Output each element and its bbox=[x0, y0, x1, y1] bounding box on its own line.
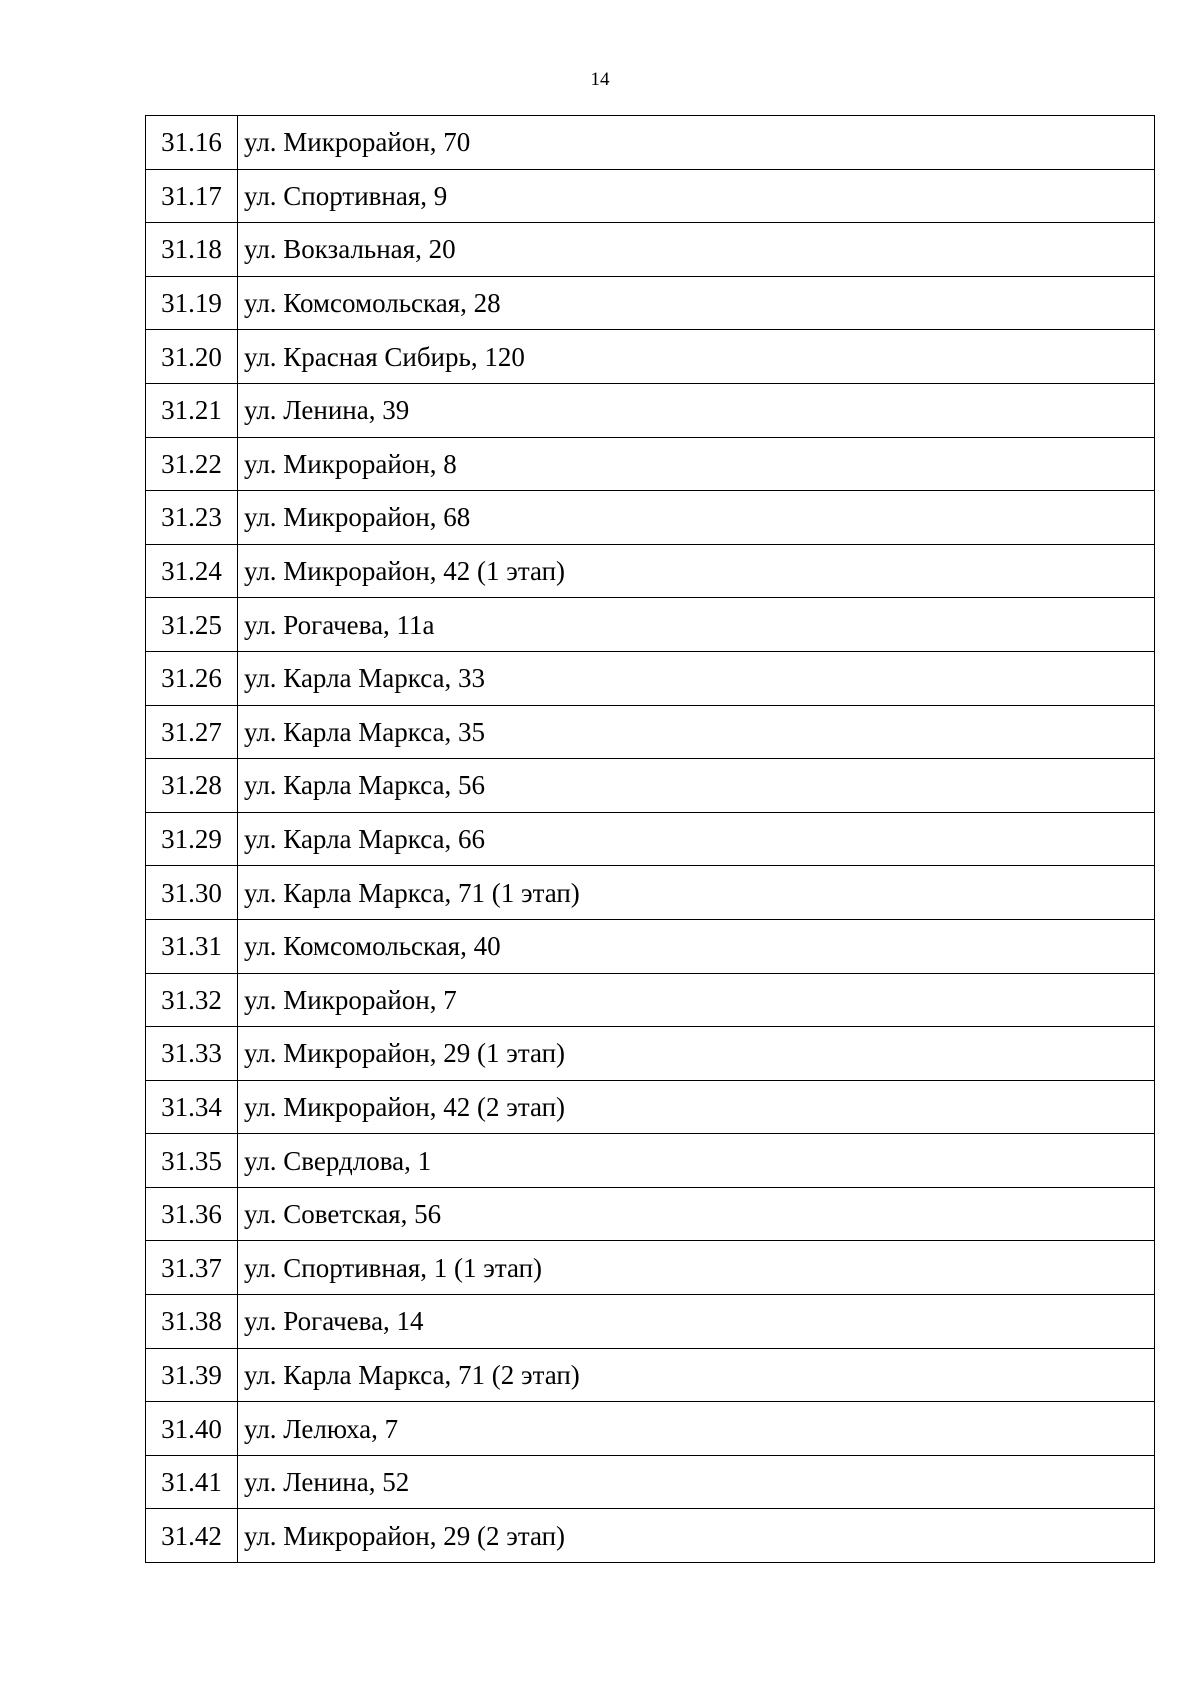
table-row bbox=[146, 437, 1155, 491]
row-number-cell: 31.30 bbox=[146, 866, 238, 920]
address-cell: ул. Комсомольская, 28 bbox=[238, 276, 1155, 330]
row-number-cell: 31.27 bbox=[146, 705, 238, 759]
address-cell: ул. Микрорайон, 70 bbox=[238, 116, 1155, 170]
address-cell: ул. Карла Маркса, 66 bbox=[238, 812, 1155, 866]
address-cell: ул. Микрорайон, 42 (1 этап) bbox=[238, 544, 1155, 598]
table-row bbox=[146, 651, 1155, 705]
address-cell: ул. Микрорайон, 68 bbox=[238, 491, 1155, 545]
address-cell: ул. Микрорайон, 8 bbox=[238, 437, 1155, 491]
table-row bbox=[146, 330, 1155, 384]
row-number-cell: 31.16 bbox=[146, 116, 238, 170]
table-row bbox=[146, 973, 1155, 1027]
address-cell: ул. Карла Маркса, 35 bbox=[238, 705, 1155, 759]
table-row bbox=[146, 866, 1155, 920]
row-number-cell: 31.31 bbox=[146, 919, 238, 973]
address-cell: ул. Ленина, 39 bbox=[238, 383, 1155, 437]
row-number-cell: 31.37 bbox=[146, 1241, 238, 1295]
address-cell: ул. Вокзальная, 20 bbox=[238, 223, 1155, 277]
table-row bbox=[146, 1027, 1155, 1081]
table-row bbox=[146, 1402, 1155, 1456]
row-number-cell: 31.23 bbox=[146, 491, 238, 545]
row-number-cell: 31.34 bbox=[146, 1080, 238, 1134]
table-row bbox=[146, 812, 1155, 866]
table-row bbox=[146, 169, 1155, 223]
row-number-cell: 31.39 bbox=[146, 1348, 238, 1402]
address-cell: ул. Красная Сибирь, 120 bbox=[238, 330, 1155, 384]
row-number-cell: 31.29 bbox=[146, 812, 238, 866]
table-row bbox=[146, 1241, 1155, 1295]
page-number: 14 bbox=[590, 69, 610, 90]
row-number-cell: 31.17 bbox=[146, 169, 238, 223]
address-cell: ул. Микрорайон, 29 (1 этап) bbox=[238, 1027, 1155, 1081]
address-table-body bbox=[146, 116, 1155, 1563]
row-number-cell: 31.42 bbox=[146, 1509, 238, 1563]
address-cell: ул. Ленина, 52 bbox=[238, 1455, 1155, 1509]
address-cell: ул. Микрорайон, 7 bbox=[238, 973, 1155, 1027]
row-number-cell: 31.32 bbox=[146, 973, 238, 1027]
row-number-cell: 31.40 bbox=[146, 1402, 238, 1456]
address-cell: ул. Лелюха, 7 bbox=[238, 1402, 1155, 1456]
address-cell: ул. Рогачева, 14 bbox=[238, 1295, 1155, 1349]
address-cell: ул. Комсомольская, 40 bbox=[238, 919, 1155, 973]
table-row bbox=[146, 1080, 1155, 1134]
address-cell: ул. Рогачева, 11а bbox=[238, 598, 1155, 652]
address-cell: ул. Микрорайон, 29 (2 этап) bbox=[238, 1509, 1155, 1563]
table-row bbox=[146, 491, 1155, 545]
address-cell: ул. Спортивная, 1 (1 этап) bbox=[238, 1241, 1155, 1295]
table-row bbox=[146, 116, 1155, 170]
address-cell: ул. Карла Маркса, 56 bbox=[238, 759, 1155, 813]
row-number-cell: 31.25 bbox=[146, 598, 238, 652]
row-number-cell: 31.41 bbox=[146, 1455, 238, 1509]
table-row bbox=[146, 1455, 1155, 1509]
row-number-cell: 31.24 bbox=[146, 544, 238, 598]
row-number-cell: 31.33 bbox=[146, 1027, 238, 1081]
table-row bbox=[146, 1348, 1155, 1402]
row-number-cell: 31.19 bbox=[146, 276, 238, 330]
table-row bbox=[146, 919, 1155, 973]
table-row bbox=[146, 1134, 1155, 1188]
table-row bbox=[146, 759, 1155, 813]
table-row bbox=[146, 598, 1155, 652]
address-cell: ул. Советская, 56 bbox=[238, 1187, 1155, 1241]
table-row bbox=[146, 1187, 1155, 1241]
address-cell: ул. Свердлова, 1 bbox=[238, 1134, 1155, 1188]
row-number-cell: 31.18 bbox=[146, 223, 238, 277]
address-cell: ул. Спортивная, 9 bbox=[238, 169, 1155, 223]
table-row bbox=[146, 544, 1155, 598]
row-number-cell: 31.28 bbox=[146, 759, 238, 813]
address-cell: ул. Карла Маркса, 33 bbox=[238, 651, 1155, 705]
table-row bbox=[146, 1295, 1155, 1349]
table-row bbox=[146, 705, 1155, 759]
row-number-cell: 31.36 bbox=[146, 1187, 238, 1241]
table-row bbox=[146, 1509, 1155, 1563]
address-cell: ул. Карла Маркса, 71 (2 этап) bbox=[238, 1348, 1155, 1402]
table-row bbox=[146, 276, 1155, 330]
row-number-cell: 31.35 bbox=[146, 1134, 238, 1188]
address-cell: ул. Микрорайон, 42 (2 этап) bbox=[238, 1080, 1155, 1134]
table-row bbox=[146, 223, 1155, 277]
table-row bbox=[146, 383, 1155, 437]
row-number-cell: 31.20 bbox=[146, 330, 238, 384]
row-number-cell: 31.21 bbox=[146, 383, 238, 437]
row-number-cell: 31.22 bbox=[146, 437, 238, 491]
address-cell: ул. Карла Маркса, 71 (1 этап) bbox=[238, 866, 1155, 920]
row-number-cell: 31.38 bbox=[146, 1295, 238, 1349]
row-number-cell: 31.26 bbox=[146, 651, 238, 705]
address-table bbox=[145, 115, 1155, 1563]
